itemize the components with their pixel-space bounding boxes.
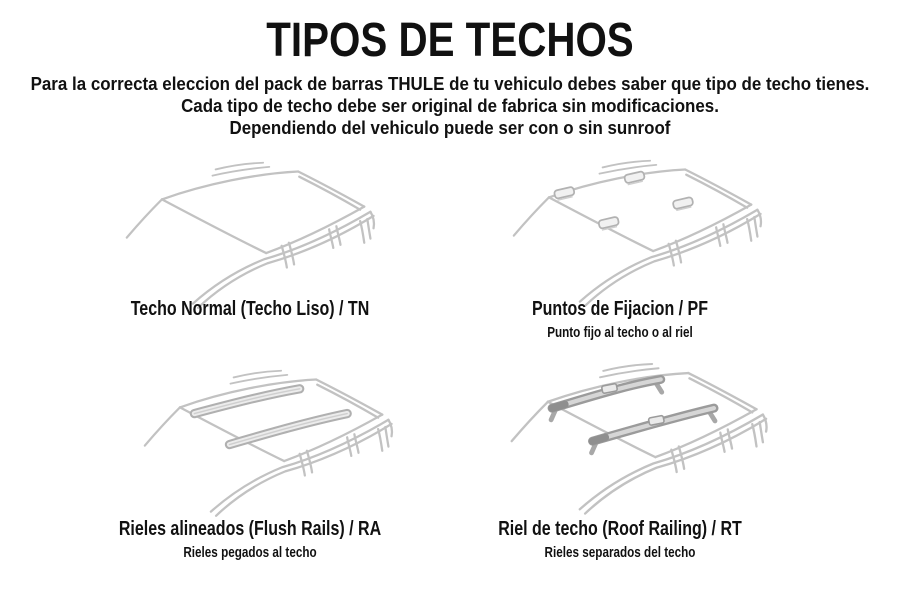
car-roof-raised-rails-icon (484, 356, 814, 516)
roof-type-rt (423, 518, 817, 561)
intro-line-2: Cada tipo de techo debe ser original de fabrica sin modificaciones. (181, 96, 719, 116)
roof-type-tn (50, 298, 450, 324)
roof-type-pf-sublabel: Punto fijo al techo o al riel (547, 324, 693, 341)
roof-type-ra (50, 518, 450, 561)
roof-type-ra-label: Rieles alineados (Flush Rails) / RA (118, 518, 382, 540)
roof-type-rt-sublabel: Rieles separados del techo (544, 544, 696, 561)
car-roof-fixpoints-icon (487, 153, 807, 308)
roof-type-rt-label: Riel de techo (Roof Railing) / RT (498, 518, 742, 540)
intro-line-1: Para la correcta eleccion del pack de barras THULE de tu vehiculo debes saber que tipo de techo tienes. (30, 74, 870, 94)
roof-type-pf-label: Puntos de Fijacion / PF (531, 298, 709, 320)
intro-text (27, 73, 873, 139)
roof-type-ra-sublabel: Rieles pegados al techo (183, 544, 317, 561)
page-title: TIPOS DE TECHOS (266, 14, 634, 67)
car-roof-flush-rails-icon (118, 363, 438, 518)
intro-line-3: Dependiendo del vehiculo puede ser con o sin sunroof (229, 118, 671, 138)
roof-type-pf (423, 298, 817, 341)
car-roof-normal-icon (100, 155, 420, 310)
roof-type-tn-label: Techo Normal (Techo Liso) / TN (130, 298, 370, 320)
